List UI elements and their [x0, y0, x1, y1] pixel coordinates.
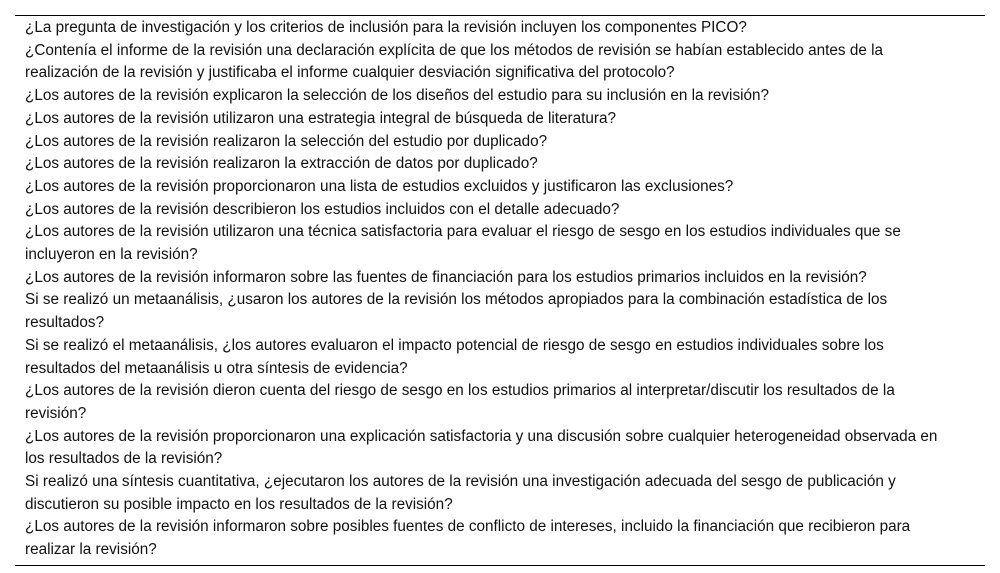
question-row: ¿Los autores de la revisión explicaron la selección de los diseños del estudio para su inclusión en la revisión?	[25, 87, 770, 105]
question-row: ¿Los autores de la revisión proporcionaron una explicación satisfactoria y una discusión sobre cualquier heterogeneidad observada en los resultados de la revisión?	[25, 427, 938, 468]
question-row: ¿Los autores de la revisión utilizaron una técnica satisfactoria para evaluar el riesgo de sesgo en los estudios individuales que se incluyeron en la revisión?	[25, 223, 901, 264]
question-row: ¿Los autores de la revisión informaron sobre las fuentes de financiación para los estudios primarios incluidos en la revisión?	[25, 268, 867, 286]
question-row: ¿Los autores de la revisión informaron sobre posibles fuentes de conflicto de intereses, incluido la financiación que recibieron para realizar la revisión?	[25, 518, 911, 559]
question-row: ¿Los autores de la revisión describieron los estudios incluidos con el detalle adecuado?	[25, 200, 620, 218]
question-row: Si realizó una síntesis cuantitativa, ¿ejecutaron los autores de la revisión una investigación adecuada del sesgo de publicación y discutieron su posible impacto en los resultados de la revisión?	[25, 473, 896, 513]
question-row: ¿Los autores de la revisión utilizaron una estrategia integral de búsqueda de literatura?	[25, 109, 616, 127]
question-row: ¿Los autores de la revisión proporcionaron una lista de estudios excluidos y justificaron las exclusiones?	[25, 177, 734, 195]
question-row: ¿Los autores de la revisión realizaron la extracción de datos por duplicado?	[25, 155, 538, 173]
question-row: ¿Contenía el informe de la revisión una declaración explícita de que los métodos de revisión se habían establecido antes de la realización de la revisión y justificaba el informe cualquier desviación significativa del protocolo?	[25, 41, 884, 82]
question-row: Si se realizó el metaanálisis, ¿los autores evaluaron el impacto potencial de riesgo de sesgo en estudios individuales sobre los resultados del metaanálisis u otra síntesis de evidencia?	[25, 336, 884, 377]
question-row: ¿La pregunta de investigación y los criterios de inclusión para la revisión incluyen los componentes PICO?	[25, 19, 747, 36]
questions-table	[15, 15, 985, 566]
question-row: Si se realizó un metaanálisis, ¿usaron los autores de la revisión los métodos apropiados para la combinación estadística de los resultados?	[25, 291, 888, 332]
question-row: ¿Los autores de la revisión dieron cuenta del riesgo de sesgo en los estudios primarios al interpretar/discutir los resultados de la revisión?	[25, 382, 895, 422]
question-row: ¿Los autores de la revisión realizaron la selección del estudio por duplicado?	[25, 132, 548, 150]
